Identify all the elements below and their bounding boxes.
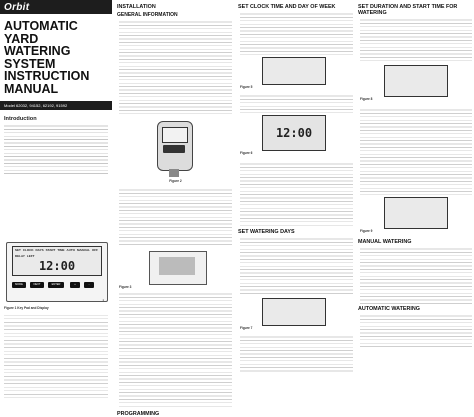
install-steps-text bbox=[119, 187, 232, 247]
brand-bar bbox=[0, 0, 112, 14]
duration-text bbox=[360, 17, 472, 63]
keypad-figure bbox=[6, 242, 106, 304]
mode-button[interactable]: MODE bbox=[12, 282, 26, 288]
figure5-caption: Figure 5 bbox=[240, 85, 253, 89]
figure6-time: 12:00 bbox=[275, 126, 313, 140]
minus-button[interactable]: - bbox=[84, 282, 94, 288]
column-clock bbox=[238, 0, 355, 401]
figure3-illustration bbox=[119, 249, 232, 291]
key-list bbox=[4, 312, 108, 398]
programming-heading: PROGRAMMING bbox=[117, 411, 160, 417]
figure8-caption: Figure 8 bbox=[360, 97, 373, 101]
days-text bbox=[240, 236, 353, 296]
general-info-text bbox=[119, 19, 232, 117]
figure9 bbox=[360, 197, 472, 237]
figure9-caption: Figure 9 bbox=[360, 229, 373, 233]
figure2-caption: Figure 2 bbox=[169, 179, 182, 183]
intro-heading: Introduction bbox=[4, 116, 37, 122]
duration-text-2 bbox=[360, 107, 472, 195]
auto-text bbox=[360, 313, 472, 347]
figure6 bbox=[240, 115, 353, 159]
install-steps-text-2 bbox=[119, 291, 232, 409]
general-info-heading: GENERAL INFORMATION bbox=[117, 12, 178, 18]
figure3-caption: Figure 3 bbox=[119, 285, 132, 289]
manual-title: AUTOMATIC YARD WATERING SYSTEM INSTRUCTION MANUAL bbox=[4, 19, 90, 96]
figure1-caption: Figure 1 Key Pad and Display bbox=[4, 306, 49, 310]
page-number: 1 bbox=[102, 298, 104, 302]
figure7 bbox=[240, 298, 353, 332]
figure7-caption: Figure 7 bbox=[240, 326, 253, 330]
lcd-display: SET CLOCK DAYS START TIME AUTO MANUAL OFF DELAY LEFT 12:00 bbox=[12, 246, 102, 276]
installation-heading: INSTALLATION bbox=[117, 4, 156, 10]
figure5 bbox=[240, 57, 353, 91]
plus-button[interactable]: + bbox=[70, 282, 80, 288]
clock-text-2 bbox=[240, 93, 353, 113]
figure6-caption: Figure 6 bbox=[240, 151, 253, 155]
timer-connector bbox=[169, 169, 179, 177]
manual-watering-heading: MANUAL WATERING bbox=[358, 239, 412, 245]
lcd-time: 12:00 bbox=[38, 259, 76, 273]
column-cover bbox=[0, 0, 112, 401]
column-installation bbox=[117, 0, 234, 417]
watering-days-heading: SET WATERING DAYS bbox=[238, 229, 295, 235]
enter-button[interactable]: ENTER bbox=[48, 282, 64, 288]
intro-text bbox=[4, 123, 108, 175]
column-duration bbox=[358, 0, 474, 401]
next-button[interactable]: NEXT bbox=[30, 282, 44, 288]
timer-screen bbox=[162, 127, 188, 143]
auto-watering-heading: AUTOMATIC WATERING bbox=[358, 306, 420, 312]
model-numbers: Model 62032, 94152, 62192, 91592 bbox=[0, 101, 112, 110]
days-text-2 bbox=[240, 334, 353, 374]
figure8 bbox=[360, 65, 472, 105]
timer-illustration bbox=[117, 117, 234, 187]
manual-text bbox=[360, 246, 472, 304]
brand-logo: Orbit bbox=[4, 1, 30, 13]
timer-keypad bbox=[163, 145, 185, 153]
duration-heading: SET DURATION AND START TIME FOR WATERING bbox=[358, 4, 458, 16]
clock-heading: SET CLOCK TIME AND DAY OF WEEK bbox=[238, 4, 336, 10]
clock-text bbox=[240, 11, 353, 55]
clock-text-3 bbox=[240, 161, 353, 227]
